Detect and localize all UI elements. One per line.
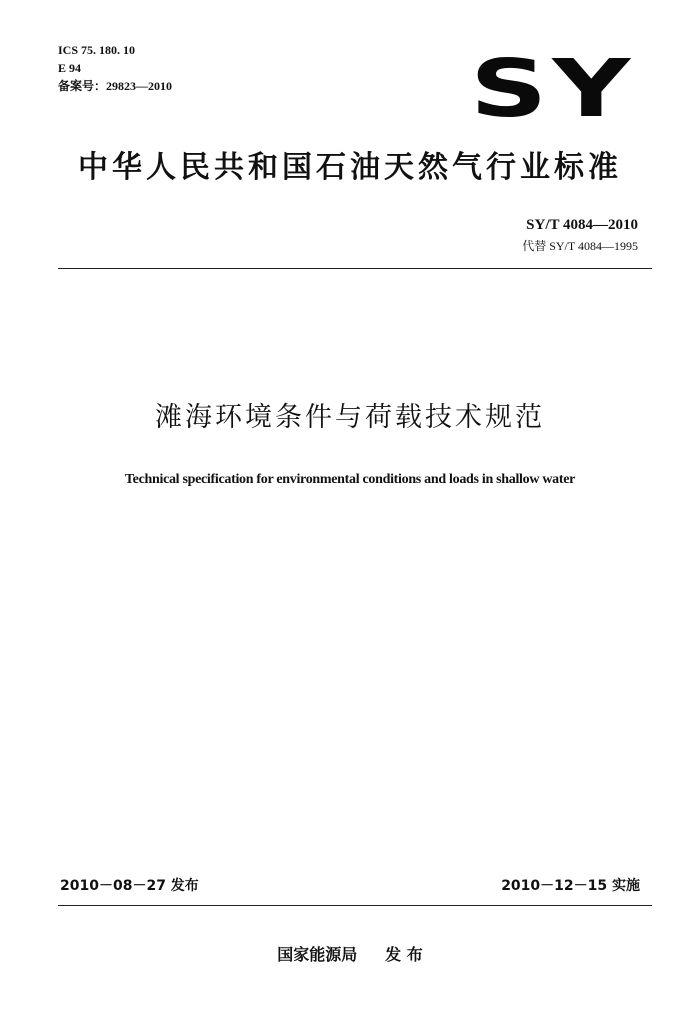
top-divider — [58, 268, 652, 269]
publisher-line — [0, 943, 700, 967]
implementation-date: 2010－12－15 实施 — [501, 878, 640, 894]
bottom-divider — [58, 905, 652, 906]
standard-code: SY/T 4084—2010 — [526, 217, 638, 233]
issue-date: 2010－08－27 发布 — [60, 878, 199, 894]
classification-code: E 94 — [58, 61, 82, 75]
sy-logo: SY — [470, 43, 636, 136]
document-title-chinese: 滩海环境条件与荷载技术规范 — [155, 402, 545, 433]
document-title-english: Technical specification for environmental conditions and loads in shallow water — [124, 472, 576, 487]
publisher-name: 国家能源局 — [277, 945, 358, 964]
record-number: 备案号：29823—2010 — [58, 79, 173, 93]
replaces-standard: 代替 SY/T 4084—1995 — [522, 239, 638, 253]
standard-category-title: 中华人民共和国石油天然气行业标准 — [78, 150, 622, 185]
publish-label: 发 布 — [385, 945, 423, 964]
ics-code: ICS 75. 180. 10 — [58, 43, 136, 57]
